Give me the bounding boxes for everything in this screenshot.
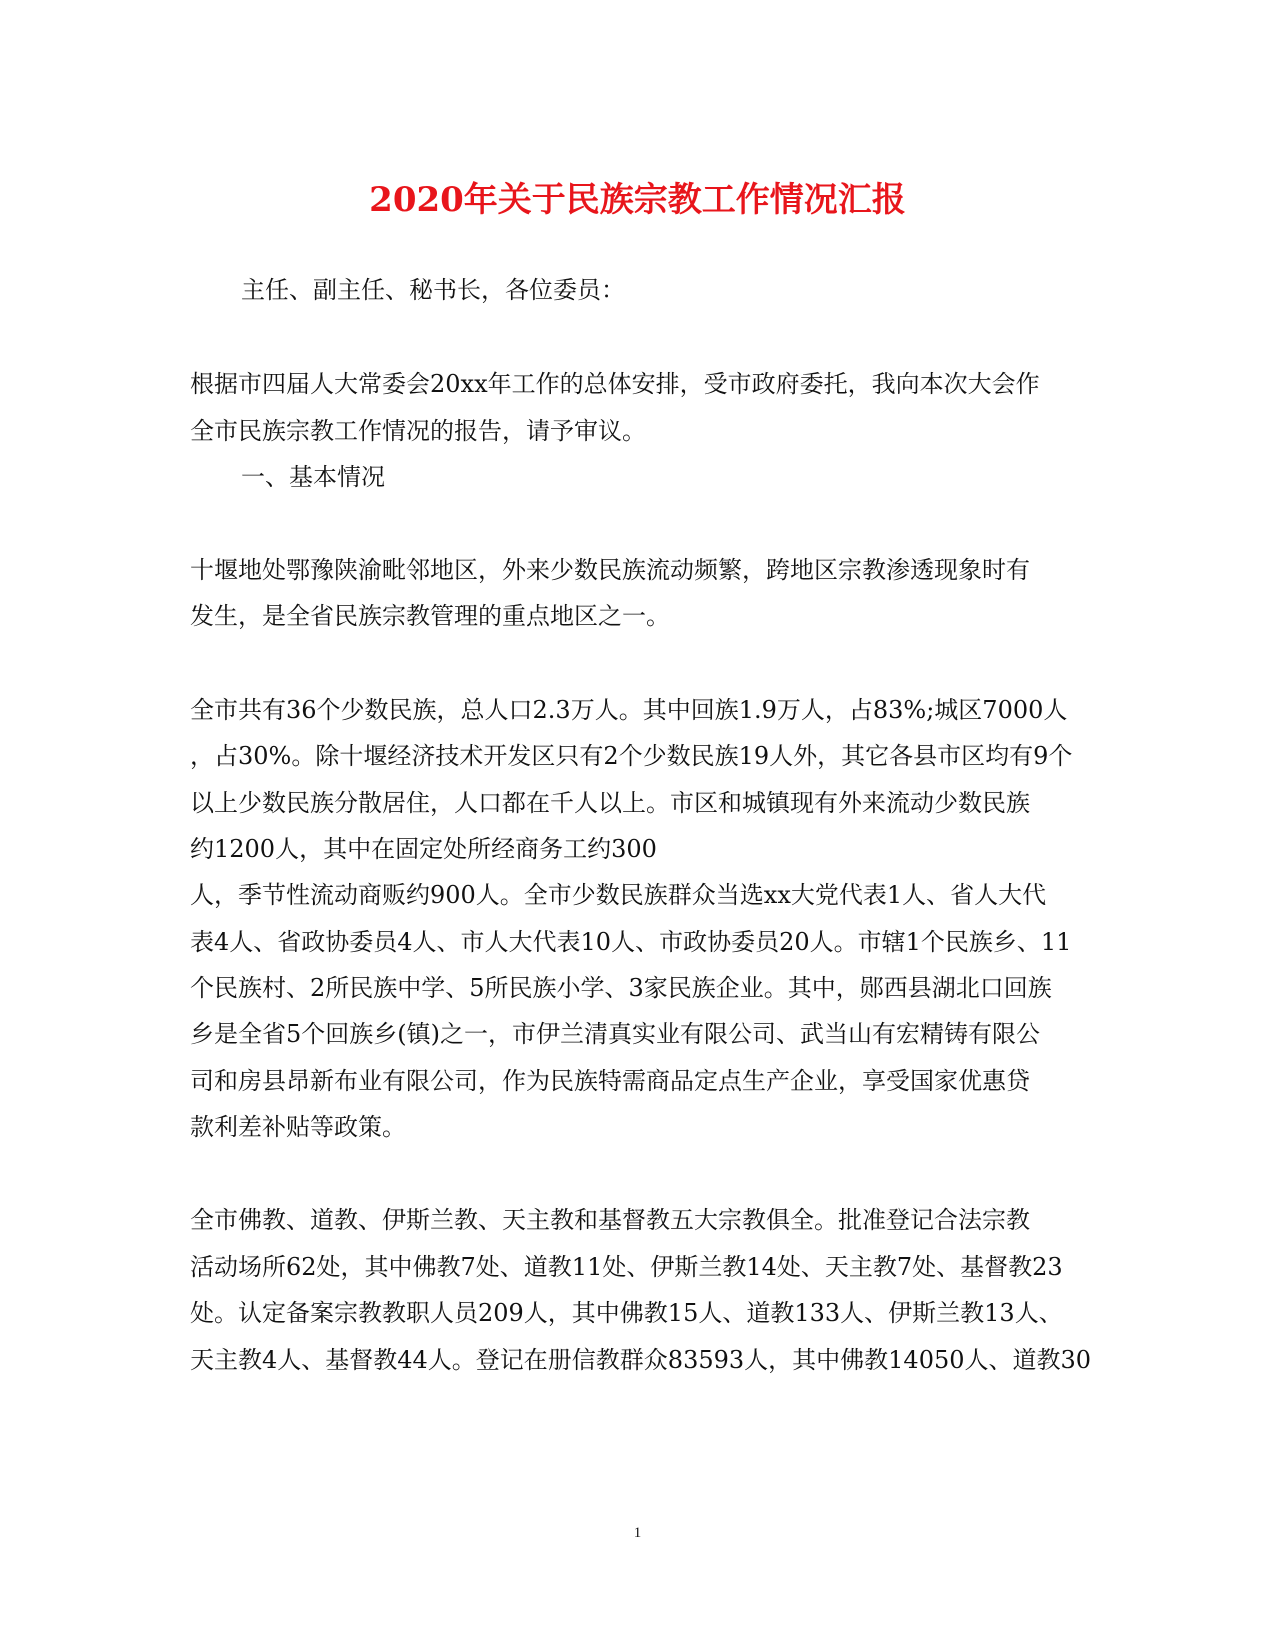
document-title: 2020年关于民族宗教工作情况汇报 (369, 180, 906, 220)
paragraph-2-line: 乡是全省5个回族乡(镇)之一，市伊兰清真实业有限公司、武当山有宏精铸有限公 (190, 1020, 1040, 1048)
section-heading: 一、基本情况 (241, 463, 385, 491)
intro-line: 全市民族宗教工作情况的报告，请予审议。 (190, 417, 646, 445)
paragraph-2-line: 全市共有36个少数民族，总人口2.3万人。其中回族1.9万人，占83%;城区7000人 (190, 696, 1068, 724)
paragraph-2-line: ，占30%。除十堰经济技术开发区只有2个少数民族19人外，其它各县市区均有9个 (190, 742, 1073, 770)
paragraph-2-line: 款利差补贴等政策。 (190, 1113, 406, 1141)
page-number: 1 (633, 1525, 642, 1541)
paragraph-2-line: 约1200人，其中在固定处所经商务工约300 (190, 835, 657, 863)
paragraph-3-line: 全市佛教、道教、伊斯兰教、天主教和基督教五大宗教俱全。批准登记合法宗教 (190, 1206, 1030, 1234)
paragraph-2-line: 司和房县昂新布业有限公司，作为民族特需商品定点生产企业，享受国家优惠贷 (190, 1067, 1030, 1095)
paragraph-3-line: 活动场所62处，其中佛教7处、道教11处、伊斯兰教14处、天主教7处、基督教23 (190, 1253, 1063, 1281)
paragraph-1-line: 十堰地处鄂豫陕渝毗邻地区，外来少数民族流动频繁，跨地区宗教渗透现象时有 (190, 556, 1030, 584)
paragraph-3-line: 处。认定备案宗教教职人员209人，其中佛教15人、道教133人、伊斯兰教13人、 (190, 1299, 1063, 1327)
paragraph-2-line: 以上少数民族分散居住，人口都在千人以上。市区和城镇现有外来流动少数民族 (190, 789, 1030, 817)
paragraph-1-line: 发生，是全省民族宗教管理的重点地区之一。 (190, 602, 670, 630)
paragraph-3-line: 天主教4人、基督教44人。登记在册信教群众83593人，其中佛教14050人、道教30 (190, 1346, 1092, 1374)
salutation: 主任、副主任、秘书长，各位委员： (241, 276, 625, 304)
paragraph-2-line: 人，季节性流动商贩约900人。全市少数民族群众当选xx大党代表1人、省人大代 (190, 881, 1047, 909)
intro-line: 根据市四届人大常委会20xx年工作的总体安排，受市政府委托，我向本次大会作 (190, 370, 1040, 398)
paragraph-2-line: 个民族村、2所民族中学、5所民族小学、3家民族企业。其中，郧西县湖北口回族 (190, 974, 1052, 1002)
paragraph-2-line: 表4人、省政协委员4人、市人大代表10人、市政协委员20人。市辖1个民族乡、11 (190, 928, 1072, 956)
